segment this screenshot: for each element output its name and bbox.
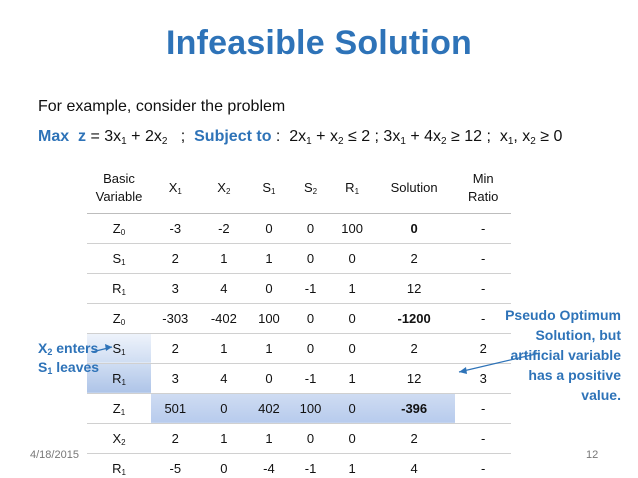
table-cell: 1 (331, 273, 373, 303)
table-cell: 0 (200, 393, 249, 423)
table-cell: -303 (151, 303, 200, 333)
table-cell: -396 (373, 393, 455, 423)
table-cell: 0 (290, 303, 332, 333)
table-cell: - (455, 393, 511, 423)
table-cell: - (455, 423, 511, 453)
table-cell: 2 (373, 243, 455, 273)
table-cell: 0 (290, 243, 332, 273)
table-cell: -5 (151, 453, 200, 478)
table-cell: 0 (200, 453, 249, 478)
basic-variable-cell: $R_1$ (87, 273, 151, 303)
table-cell: 100 (290, 393, 332, 423)
table-cell: 4 (200, 363, 249, 393)
table-cell: 12 (373, 363, 455, 393)
table-cell: -1 (290, 363, 332, 393)
max-label: Max (38, 128, 70, 145)
table-cell: 0 (331, 303, 373, 333)
table-cell: 0 (248, 273, 290, 303)
table-cell: 0 (290, 333, 332, 363)
enter-leave-note: $X_2$ enters $S_1$ leaves (38, 340, 100, 376)
table-cell: - (455, 213, 511, 243)
table-cell: 0 (331, 393, 373, 423)
footer-page-number: 12 (586, 449, 599, 461)
table-cell: 1 (200, 423, 249, 453)
table-cell: - (455, 243, 511, 273)
table-cell: 1 (200, 333, 249, 363)
subject-to-label: Subject to (194, 128, 272, 145)
separator: ; (180, 128, 186, 145)
table-cell: 3 (455, 363, 511, 393)
basic-variable-cell: $R_1$ (87, 453, 151, 478)
header-solution: Solution (373, 163, 455, 213)
header-s2: $S_2$ (290, 163, 332, 213)
basic-variable-cell: $Z_1$ (87, 393, 151, 423)
table-cell: 1 (331, 363, 373, 393)
table-cell: -2 (200, 213, 249, 243)
table-cell: 2 (151, 333, 200, 363)
constraints: : $2x_1 + x_2 \le 2$ ; $3x_1 + 4x_2 \ge 12$ ; $x_1$, $x_2 \ge 0$ (275, 128, 563, 147)
header-r1: $R_1$ (331, 163, 373, 213)
table-cell: 0 (290, 213, 332, 243)
objective-function: z (73, 128, 87, 145)
header-s1: $S_1$ (248, 163, 290, 213)
slide-title: Infeasible Solution (165, 24, 473, 62)
table-cell: 501 (151, 393, 200, 423)
table-cell: -4 (248, 453, 290, 478)
header-basic-variable: Basic Variable (87, 163, 151, 213)
table-cell: 1 (248, 333, 290, 363)
header-x2: $X_2$ (200, 163, 249, 213)
table-cell: 100 (331, 213, 373, 243)
basic-variable-cell: $S_1$ (87, 333, 151, 363)
table-cell: - (455, 303, 511, 333)
pseudo-optimum-note: Pseudo Optimum Solution, but artificial variable has a positive value. (505, 307, 621, 403)
table-cell: 1 (248, 243, 290, 273)
right-callout-arrowhead (459, 367, 467, 374)
table-cell: 1 (248, 423, 290, 453)
table-cell: 3 (151, 273, 200, 303)
table-cell: -1200 (373, 303, 455, 333)
table-cell: 2 (373, 333, 455, 363)
table-cell: 0 (331, 243, 373, 273)
table-cell: 2 (151, 243, 200, 273)
basic-variable-cell: $X_2$ (87, 423, 151, 453)
table-cell: -402 (200, 303, 249, 333)
footer-date: 4/18/2015 (30, 449, 79, 461)
table-cell: 0 (290, 423, 332, 453)
table-cell: 0 (331, 423, 373, 453)
basic-variable-cell: $R_1$ (87, 363, 151, 393)
table-cell: -1 (290, 273, 332, 303)
table-cell: - (455, 273, 511, 303)
table-cell: 2 (373, 423, 455, 453)
table-cell: 100 (248, 303, 290, 333)
table-cell: 12 (373, 273, 455, 303)
table-cell: -1 (290, 453, 332, 478)
table-cell: 4 (200, 273, 249, 303)
table-cell: 0 (331, 333, 373, 363)
table-cell: 2 (455, 333, 511, 363)
table-cell: 2 (151, 423, 200, 453)
intro-text: For example, consider the problem (38, 98, 286, 115)
table-cell: - (455, 453, 511, 478)
table-cell: 0 (373, 213, 455, 243)
table-cell: -3 (151, 213, 200, 243)
table-cell: 1 (331, 453, 373, 478)
basic-variable-cell: $Z_0$ (87, 303, 151, 333)
left-callout-arrowhead (105, 344, 112, 351)
basic-variable-cell: $S_1$ (87, 243, 151, 273)
table-cell: 402 (248, 393, 290, 423)
table-cell: 4 (373, 453, 455, 478)
objective-rhs: = $3x_1 + 2x_2$ (90, 128, 168, 147)
table-cell: 3 (151, 363, 200, 393)
table-cell: 0 (248, 363, 290, 393)
header-min-ratio: Min Ratio (455, 163, 511, 213)
header-x1: $X_1$ (151, 163, 200, 213)
table-cell: 0 (248, 213, 290, 243)
table-cell: 1 (200, 243, 249, 273)
basic-variable-cell: $Z_0$ (87, 213, 151, 243)
